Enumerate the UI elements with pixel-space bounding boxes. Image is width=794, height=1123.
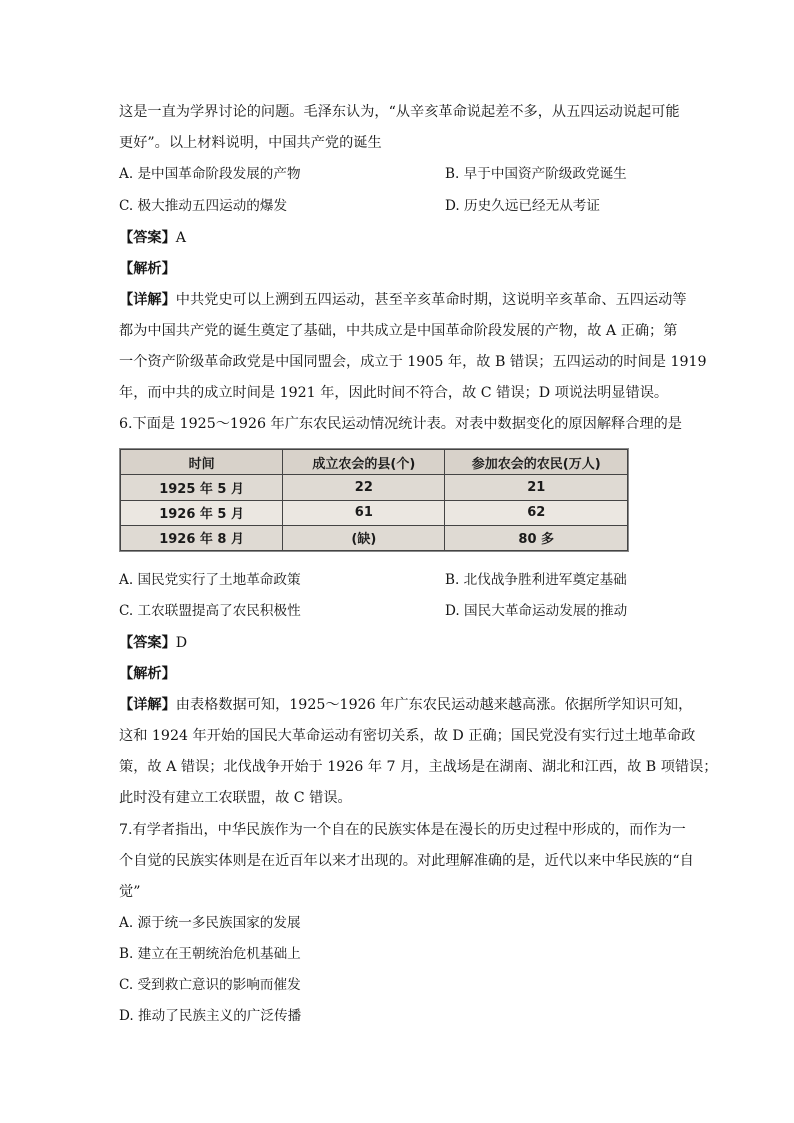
q6-detail-line-3: 策，故 A 错误；北伐战争开始于 1926 年 7 月，主战场是在湖南、湖北和江西，故 B 项错误；: [119, 759, 718, 775]
table-cell: (缺): [283, 525, 445, 550]
q6-detail-line-2: 这和 1924 年开始的国民大革命运动有密切关系，故 D 正确；国民党没有实行过土地革命政: [119, 728, 696, 744]
q7-question-line-3: 觉”: [119, 884, 141, 900]
q6-option-c: C. 工农联盟提高了农民积极性: [119, 603, 301, 619]
analysis-label: 【解析】: [119, 261, 176, 277]
table-cell: 62: [445, 500, 628, 525]
table-row: [121, 500, 628, 525]
answer-label: 【答案】: [119, 635, 176, 651]
table-header-cell: 成立农会的县(个): [283, 450, 445, 475]
answer-value: A: [175, 230, 187, 246]
q6-analysis-label: [119, 664, 176, 684]
q5-text-line-1: 这是一直为学界讨论的问题。毛泽东认为，“从辛亥革命说起差不多，从五四运动说起可能: [119, 104, 680, 120]
detail-text: 中共党史可以上溯到五四运动，甚至辛亥革命时期，这说明辛亥革命、五四运动等: [175, 292, 687, 308]
q6-option-d: D. 国民大革命运动发展的推动: [445, 603, 628, 619]
table-row: [121, 525, 628, 550]
q6-data-table: [120, 449, 628, 551]
table-row: [121, 475, 628, 500]
q7-option-a: A. 源于统一多民族国家的发展: [119, 915, 301, 931]
q5-option-b: B. 早于中国资产阶级政党诞生: [445, 166, 627, 182]
q7-option-b: B. 建立在王朝统治危机基础上: [119, 946, 301, 962]
analysis-label: 【解析】: [119, 666, 176, 682]
table-header-cell: 参加农会的农民(万人): [445, 450, 628, 475]
table-header-row: [121, 450, 628, 475]
answer-value: D: [175, 635, 188, 651]
table-cell: 61: [283, 500, 445, 525]
detail-label: 【详解】: [119, 292, 176, 308]
table-cell: 22: [283, 475, 445, 500]
q6-detail-line-1: [119, 695, 692, 715]
table-cell: 1926 年 5 月: [121, 500, 283, 525]
q6-question: 6.下面是 1925～1926 年广东农民运动情况统计表。对表中数据变化的原因解释合理的是: [119, 416, 682, 432]
table-cell: 1925 年 5 月: [121, 475, 283, 500]
q7-option-d: D. 推动了民族主义的广泛传播: [119, 1008, 302, 1024]
q5-detail-line-4: 年，而中共的成立时间是 1921 年，因此时间不符合，故 C 错误；D 项说法明显错误。: [119, 385, 669, 401]
q5-option-a: A. 是中国革命阶段发展的产物: [119, 166, 301, 182]
q5-answer: [119, 228, 186, 248]
q7-question-line-1: 7.有学者指出，中华民族作为一个自在的民族实体是在漫长的历史过程中形成的，而作为一: [119, 822, 686, 838]
q5-detail-line-3: 一个资产阶级革命政党是中国同盟会，成立于 1905 年，故 B 错误；五四运动的时间是 1919: [119, 354, 707, 370]
q7-option-c: C. 受到救亡意识的影响而催发: [119, 977, 301, 993]
q6-option-a: A. 国民党实行了土地革命政策: [119, 572, 301, 588]
q6-detail-line-4: 此时没有建立工农联盟，故 C 错误。: [119, 790, 352, 806]
q6-option-b: B. 北伐战争胜利进军奠定基础: [445, 572, 627, 588]
table-cell: 21: [445, 475, 628, 500]
q5-option-d: D. 历史久远已经无从考证: [445, 198, 600, 214]
q5-detail-line-1: [119, 290, 687, 310]
q6-answer: [119, 633, 187, 653]
table-cell: 80 多: [445, 525, 628, 550]
q5-option-c: C. 极大推动五四运动的爆发: [119, 198, 288, 214]
table-cell: 1926 年 8 月: [121, 525, 283, 550]
table-header-cell: 时间: [121, 450, 283, 475]
q5-text-line-2: 更好”。以上材料说明，中国共产党的诞生: [119, 135, 382, 151]
detail-label: 【详解】: [119, 697, 176, 713]
q5-detail-line-2: 都为中国共产党的诞生奠定了基础，中共成立是中国革命阶段发展的产物，故 A 正确；第: [119, 323, 678, 339]
q6-data-table-image: [119, 448, 629, 552]
q7-question-line-2: 个自觉的民族实体则是在近百年以来才出现的。对此理解准确的是，近代以来中华民族的“自: [119, 853, 694, 869]
answer-label: 【答案】: [119, 230, 176, 246]
detail-text: 由表格数据可知，1925～1926 年广东农民运动越来越高涨。依据所学知识可知，: [175, 697, 693, 713]
q5-analysis-label: [119, 259, 176, 279]
